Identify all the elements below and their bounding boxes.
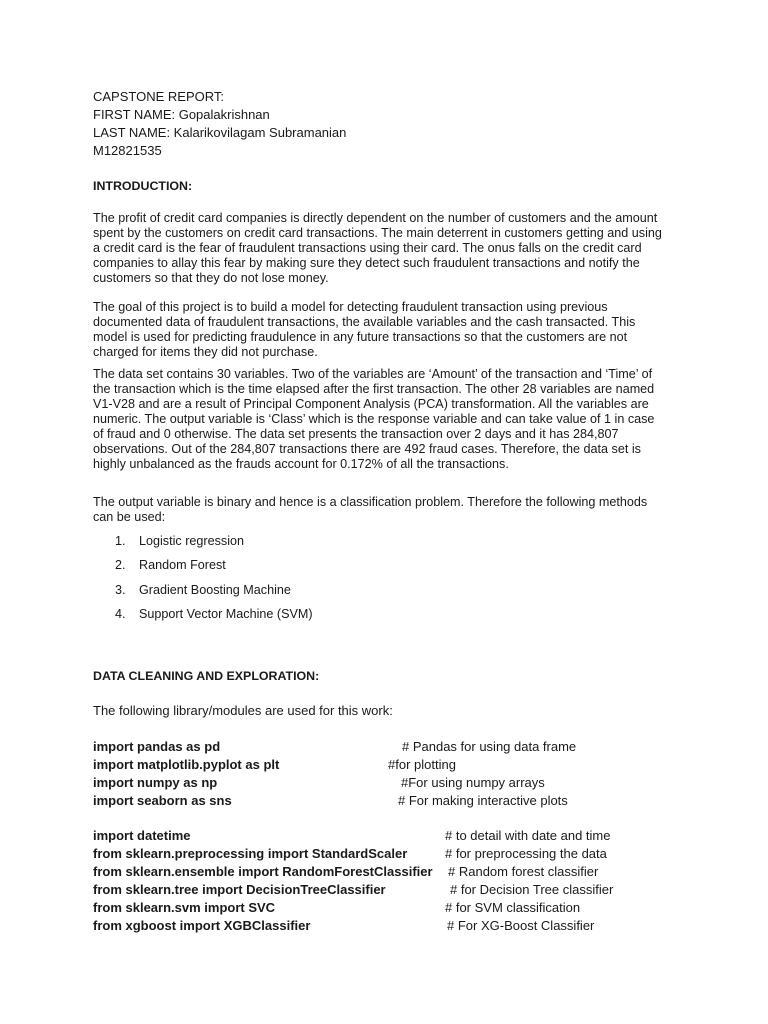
last-name: LAST NAME: Kalarikovilagam Subramanian — [93, 125, 347, 140]
code-row: from sklearn.svm import SVC # for SVM classification — [93, 900, 581, 915]
code-row: from sklearn.tree import DecisionTreeClassifier # for Decision Tree classifier — [93, 882, 614, 897]
code-row: from sklearn.ensemble import RandomForestClassifier # Random forest classifier — [93, 864, 599, 879]
imports-group-2 — [93, 828, 693, 936]
code-row: import matplotlib.pyplot as plt #for plotting — [93, 757, 456, 772]
report-header — [93, 88, 346, 160]
code-row: import numpy as np #For using numpy arrays — [93, 775, 545, 790]
code-row: import pandas as pd # Pandas for using data frame — [93, 739, 577, 754]
introduction-heading: INTRODUCTION: — [93, 179, 193, 193]
list-item: 3. Gradient Boosting Machine — [115, 582, 291, 597]
intro-paragraph-2: The goal of this project is to build a model for detecting fraudulent transaction using previous documented data of fraudulent transactions, the available variables and the cash transacted. This model is used for predicting fraudulence in any future transactions so that the customers are not charged for items they did not purchase. — [93, 300, 636, 359]
library-intro: The following library/modules are used for this work: — [93, 703, 393, 718]
code-row: from xgboost import XGBClassifier # For XG-Boost Classifier — [93, 918, 595, 933]
intro-paragraph-4: The output variable is binary and hence is a classification problem. Therefore the following methods can be used: — [93, 495, 648, 524]
first-name: FIRST NAME: Gopalakrishnan — [93, 107, 270, 122]
list-item: 1. Logistic regression — [115, 534, 244, 548]
code-row: import datetime # to detail with date and time — [93, 828, 611, 843]
data-cleaning-heading: DATA CLEANING AND EXPLORATION: — [93, 669, 320, 683]
code-row: import seaborn as sns # For making interactive plots — [93, 793, 568, 808]
imports-group-1 — [93, 739, 693, 811]
code-row: from sklearn.preprocessing import StandardScaler # for preprocessing the data — [93, 846, 607, 861]
methods-list — [115, 534, 313, 631]
report-label: CAPSTONE REPORT: — [93, 89, 224, 104]
list-item: 2. Random Forest — [115, 558, 226, 573]
list-item: 4. Support Vector Machine (SVM) — [115, 606, 313, 621]
intro-paragraph-3: The data set contains 30 variables. Two of the variables are ‘Amount’ of the transaction and ‘Time’ of the transaction which is the time elapsed after the first transaction. The other 28 variables are named V1-V28 and are a result of Principal Component Analysis (PCA) transformation. All the variables are numeric. The output variable is ‘Class’ which is the response variable and can take value of 1 in case of fraud and 0 otherwise. The data set presents the transaction over 2 days and it has 284,807 observations. Out of the 284,807 transactions there are 492 fraud cases. Therefore, the data set is highly unbalanced as the frauds account for 0.172% of all the transactions. — [93, 367, 655, 471]
intro-paragraph-1: The profit of credit card companies is directly dependent on the number of customers and the amount spent by the customers on credit card transactions. The main deterrent in customers getting and using a credit card is the fear of fraudulent transactions using their card. The onus falls on the credit card companies to allay this fear by making sure they detect such fraudulent transactions and notify the customers so that they do not lose money. — [93, 211, 662, 285]
student-id: M12821535 — [93, 143, 162, 158]
